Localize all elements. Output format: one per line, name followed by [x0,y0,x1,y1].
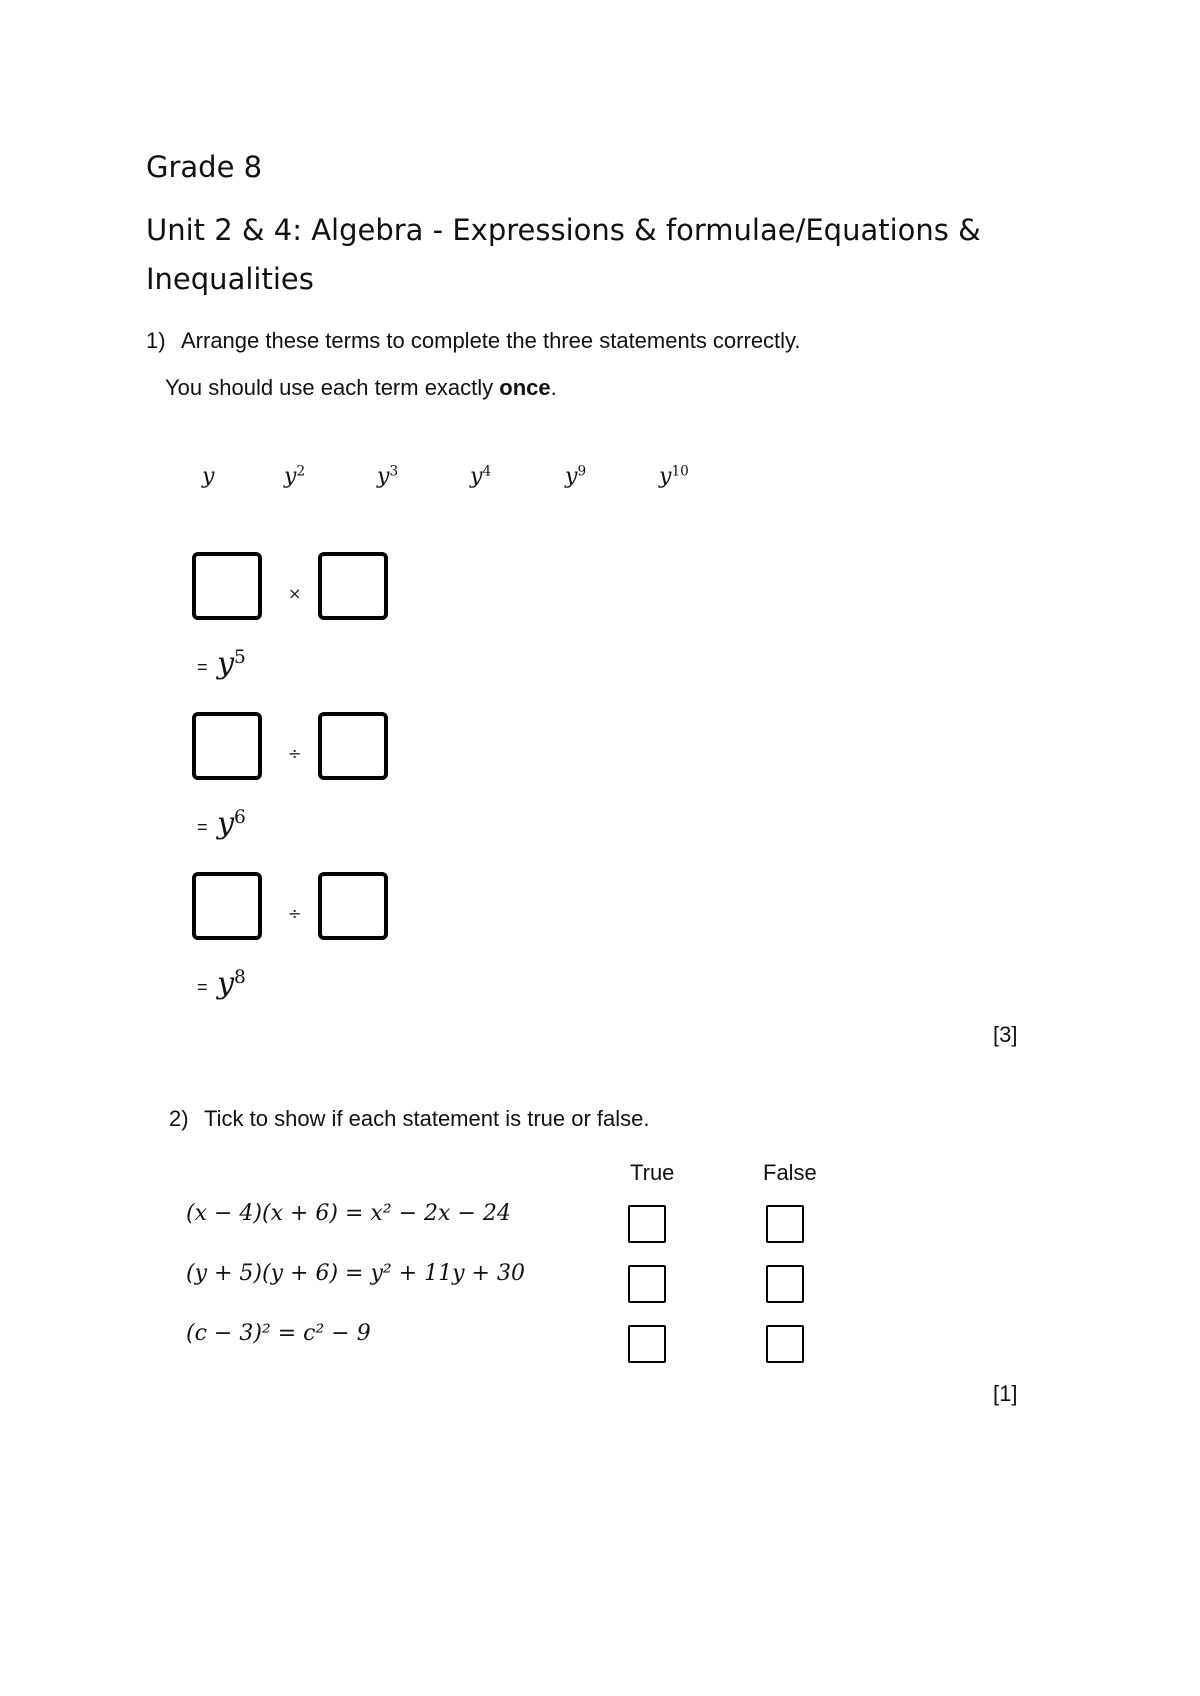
q2-col-true: True [630,1160,675,1185]
statement1-right-box[interactable] [318,552,388,620]
q1-note [165,375,557,401]
term-y4[interactable]: $y^4$ [470,463,492,489]
term-y3[interactable]: $y^3$ [377,463,399,489]
q2-number: 2) [169,1106,189,1131]
q2-statement-2: (y + 5)(y + 6) = y² + 11y + 30 [186,1261,525,1286]
term-y10[interactable]: $y^{10}$ [659,463,689,489]
statement2-operator: ÷ [288,744,302,763]
statement3-right-box[interactable] [318,872,388,940]
q1-number: 1) [146,328,166,353]
statement2-left-box[interactable] [192,712,262,780]
statement3-operator: ÷ [288,904,302,923]
q2-instruction: Tick to show if each statement is true or false. [204,1106,650,1131]
unit-title-line2: Inequalities [146,262,314,296]
statement2-result: = $y^6$ [197,806,246,841]
q2-col-false: False [763,1160,817,1185]
q1-note-suffix: . [550,375,557,400]
q1-instruction: Arrange these terms to complete the three statements correctly. [181,328,801,353]
q2-statement-1: (x − 4)(x + 6) = x² − 2x − 24 [186,1201,511,1226]
statement3-result: = $y^8$ [197,966,246,1001]
q2-row3-true-checkbox[interactable] [628,1325,666,1363]
q2-row2-false-checkbox[interactable] [766,1265,804,1303]
q2-row1-true-checkbox[interactable] [628,1205,666,1243]
grade-title: Grade 8 [146,150,263,184]
statement1-operator: × [288,584,302,603]
q2-row2-true-checkbox[interactable] [628,1265,666,1303]
term-y2[interactable]: $y^2$ [284,463,306,489]
statement3-left-box[interactable] [192,872,262,940]
q2-row3-false-checkbox[interactable] [766,1325,804,1363]
term-y[interactable]: y [202,464,215,489]
q1-note-bold: once [499,375,551,400]
term-y9[interactable]: $y^9$ [565,463,587,489]
statement2-right-box[interactable] [318,712,388,780]
q1-note-prefix: You should use each term exactly [165,375,500,400]
q2-statement-3: (c − 3)² = c² − 9 [186,1321,371,1346]
unit-title-line1: Unit 2 & 4: Algebra - Expressions & formulae/Equations & [146,213,981,247]
q2-row1-false-checkbox[interactable] [766,1205,804,1243]
statement1-left-box[interactable] [192,552,262,620]
q1-marks: [3] [993,1022,1018,1047]
statement1-result: = $y^5$ [197,646,246,681]
q2-marks: [1] [993,1381,1018,1406]
